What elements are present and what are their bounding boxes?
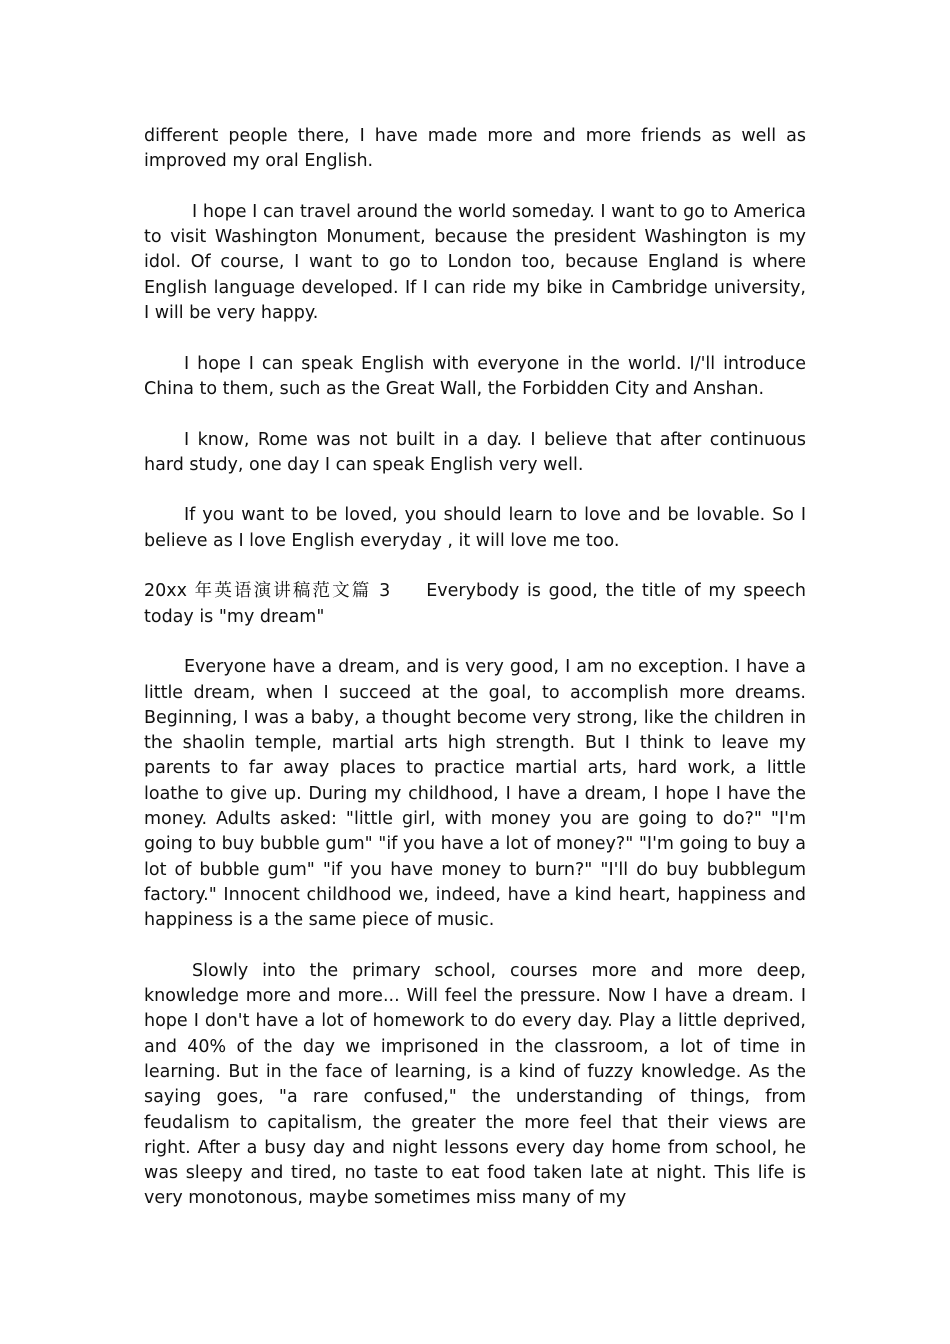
section-title: 20xx 年英语演讲稿范文篇 3 (144, 581, 391, 602)
section-intro: Everybody is good, the title of my speech today is "my dream" (144, 581, 806, 627)
paragraph-dream: Everyone have a dream, and is very good, I am no exception. I have a little dream, when I succeed at the goal, to accomplish more dreams. Beginning, I was a baby, a thought become very strong, like the children in the shaolin temple, martial arts high strength. But I think to leave my parents to far away places to practice martial arts, hard work, a little loathe to give up. During my childhood, I have a dream, I hope I have the money. Adults asked: "little girl, with money you are going to do?" "I'm going to buy bubble gum" "if you have a lot of money?" "I'm going to buy a lot of bubble gum" "if you have money to burn?" "I'll do buy bubblegum factory." Innocent childhood we, indeed, have a kind heart, happiness and happiness is a the same piece of music. (144, 657, 806, 931)
section-heading (144, 579, 806, 630)
paragraph-loved: If you want to be loved, you should learn to love and be lovable. So I believe as I love English everyday , it will love me too. (144, 505, 806, 551)
body-text (144, 124, 806, 1212)
paragraph-primary-school: Slowly into the primary school, courses more and more deep, knowledge more and more... Will feel the pressure. Now I have a dream. I hope I don't have a lot of homework to do every day. Play a little deprived, and 40% of the day we imprisoned in the classroom, a lot of time in learning. But in the face of learning, is a kind of fuzzy knowledge. As the saying goes, "a rare confused," the understanding of things, from feudalism to capitalism, the greater the more feel that their views are right. After a busy day and night lessons every day home from school, he was sleepy and tired, no taste to eat food taken late at night. This life is very monotonous, maybe sometimes miss many of my (144, 960, 806, 1209)
paragraph-friends: different people there, I have made more and more friends as well as improved my oral English. (144, 126, 806, 172)
paragraph-travel: I hope I can travel around the world someday. I want to go to America to visit Washington Monument, because the president Washington is my idol. Of course, I want to go to London too, because England is where English language developed. If I can ride my bike in Cambridge university, I will be very happy. (144, 201, 806, 324)
paragraph-rome: I know, Rome was not built in a day. I believe that after continuous hard study, one day I can speak English very well. (144, 429, 806, 475)
paragraph-speak-english: I hope I can speak English with everyone in the world. I/'ll introduce China to them, such as the Great Wall, the Forbidden City and Anshan. (144, 353, 806, 399)
